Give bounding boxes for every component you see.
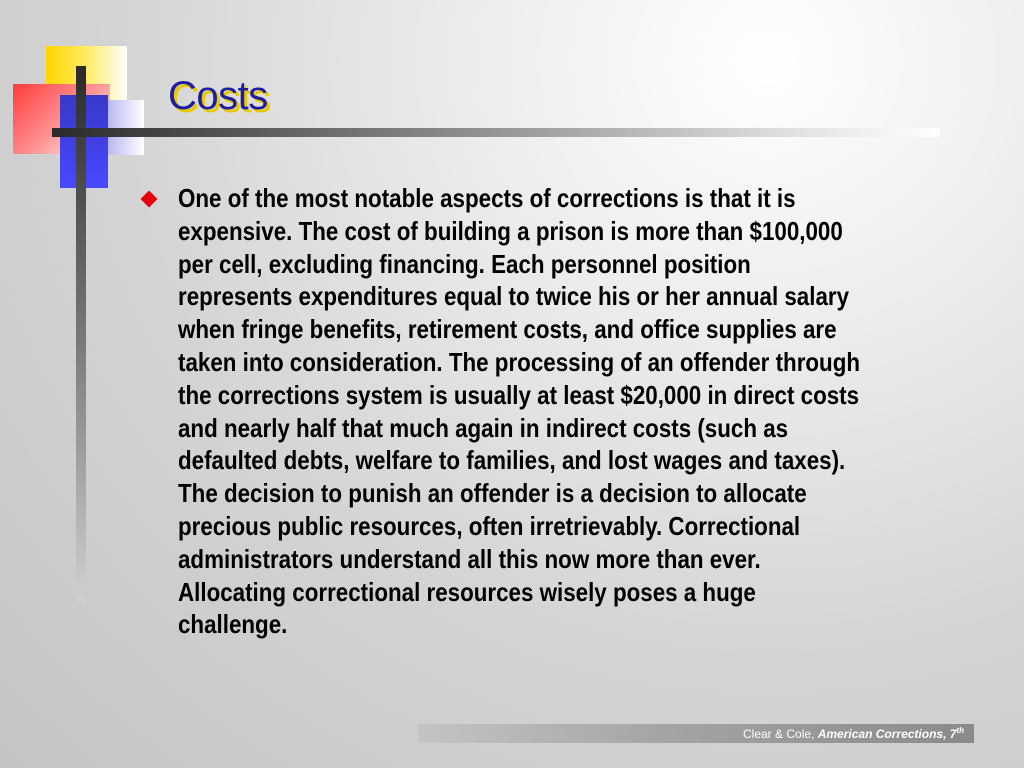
footer-bar [418, 724, 974, 743]
footer-citation [743, 726, 964, 741]
footer-authors: Clear & Cole, [743, 727, 815, 741]
title-underline-bar [52, 128, 940, 137]
decorative-vertical-line [76, 66, 86, 602]
footer-edition-suffix: th [956, 726, 964, 735]
slide-title: Costs [168, 74, 268, 118]
footer-book-title: American Corrections, 7 [817, 727, 957, 741]
red-diamond-bullet-icon [141, 191, 158, 208]
bullet-text: One of the most notable aspects of corrections is that it is expensive. The cost of building a prison is more than $100,000 per cell, excluding financing. Each personnel position represents expenditures equal to twice his or her annual salary when fringe benefits, retirement costs, and office supplies are taken into consideration. The processing of an offender through the corrections system is usually at least $20,000 in direct costs and nearly half that much again in indirect costs (such as defaulted debts, welfare to families, and lost wages and taxes). The decision to punish an offender is a decision to allocate precious public resources, often irretrievably. Correctional administrators understand all this now more than ever. Allocating correctional resources wisely poses a huge challenge. [178, 183, 861, 640]
